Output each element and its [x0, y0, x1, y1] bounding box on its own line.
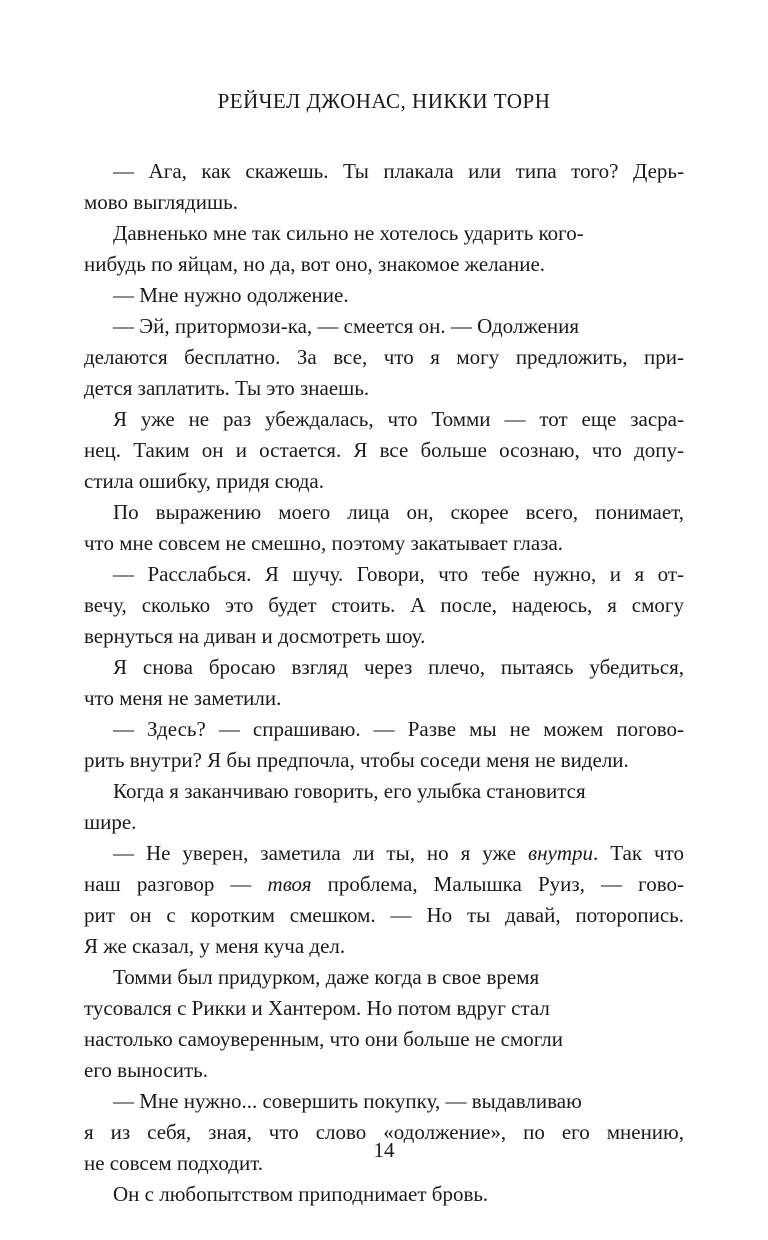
text-line: Томми был придурком, даже когда в свое время	[113, 965, 540, 989]
text-line: не совсем подходит.	[84, 1151, 264, 1175]
text-line: вечу, сколько это будет стоить. А после, надеюсь, я смогу	[84, 593, 684, 617]
text-line: шире.	[84, 810, 137, 834]
paragraph	[84, 497, 684, 559]
text-line: нец. Таким он и остается. Я все больше осознаю, что допу-	[84, 438, 684, 462]
text-line: По выражению моего лица он, скорее всего, понимает,	[113, 500, 684, 524]
text-run: проблема, Малышка Руиз, — гово-	[311, 872, 684, 896]
text-run: . Так что	[593, 841, 685, 865]
text-line: Я снова бросаю взгляд через плечо, пытаясь убедиться,	[113, 655, 684, 679]
text-line: Я уже не раз убеждалась, что Томми — тот еще засра-	[113, 407, 684, 431]
text-line: вернуться на диван и досмотреть шоу.	[84, 624, 426, 648]
text-line: тусовался с Рикки и Хантером. Но потом вдруг стал	[84, 996, 550, 1020]
paragraph	[84, 311, 684, 404]
paragraph	[84, 838, 684, 962]
body-text	[84, 156, 684, 1210]
text-line: рит он с коротким смешком. — Но ты давай, поторопись.	[84, 903, 684, 927]
text-line: дется заплатить. Ты это знаешь.	[84, 376, 370, 400]
text-line: что мне совсем не смешно, поэтому закатывает глаза.	[84, 531, 564, 555]
text-line: его выносить.	[84, 1058, 209, 1082]
running-head: РЕЙЧЕЛ ДЖОНАС, НИККИ ТОРН	[217, 89, 551, 113]
text-line	[84, 869, 684, 900]
text-line	[84, 838, 684, 869]
text-line: — Эй, притормози-ка, — смеется он. — Одолжения	[113, 314, 580, 338]
text-run: — Не уверен, заметила ли ты, но я уже	[113, 841, 528, 865]
paragraph	[84, 280, 684, 311]
italic-word: внутри	[528, 841, 594, 865]
paragraph	[84, 714, 684, 776]
text-line: Когда я заканчиваю говорить, его улыбка становится	[113, 779, 586, 803]
paragraph	[84, 559, 684, 652]
text-run: наш разговор —	[84, 872, 268, 896]
text-line: что меня не заметили.	[84, 686, 282, 710]
text-line: нибудь по яйцам, но да, вот оно, знакомое желание.	[84, 252, 546, 276]
text-line: делаются бесплатно. За все, что я могу предложить, при-	[84, 345, 684, 369]
text-line: рить внутри? Я бы предпочла, чтобы соседи меня не видели.	[84, 748, 629, 772]
text-line: Я же сказал, у меня куча дел.	[84, 934, 346, 958]
paragraph	[84, 776, 684, 838]
paragraph	[84, 1086, 684, 1179]
paragraph	[84, 218, 684, 280]
text-line: — Мне нужно одолжение.	[113, 283, 349, 307]
text-line: стила ошибку, придя сюда.	[84, 469, 324, 493]
text-line: мово выглядишь.	[84, 190, 238, 214]
text-line: — Ага, как скажешь. Ты плакала или типа того? Дерь-	[113, 159, 684, 183]
text-line: — Расслабься. Я шучу. Говори, что тебе нужно, и я от-	[113, 562, 684, 586]
paragraph	[84, 962, 684, 1086]
text-line: Давненько мне так сильно не хотелось ударить кого-	[113, 221, 584, 245]
paragraph	[84, 404, 684, 497]
paragraph	[84, 156, 684, 218]
text-line: — Здесь? — спрашиваю. — Разве мы не можем погово-	[113, 717, 684, 741]
page-number: 14	[373, 1138, 395, 1162]
paragraph	[84, 1179, 684, 1210]
text-line: Он с любопытством приподнимает бровь.	[113, 1182, 489, 1206]
text-line: настолько самоуверенным, что они больше не смогли	[84, 1027, 563, 1051]
italic-word: твоя	[267, 872, 312, 896]
paragraph	[84, 652, 684, 714]
text-line: — Мне нужно... совершить покупку, — выдавливаю	[113, 1089, 582, 1113]
text-line: я из себя, зная, что слово «одолжение», по его мнению,	[84, 1120, 684, 1144]
